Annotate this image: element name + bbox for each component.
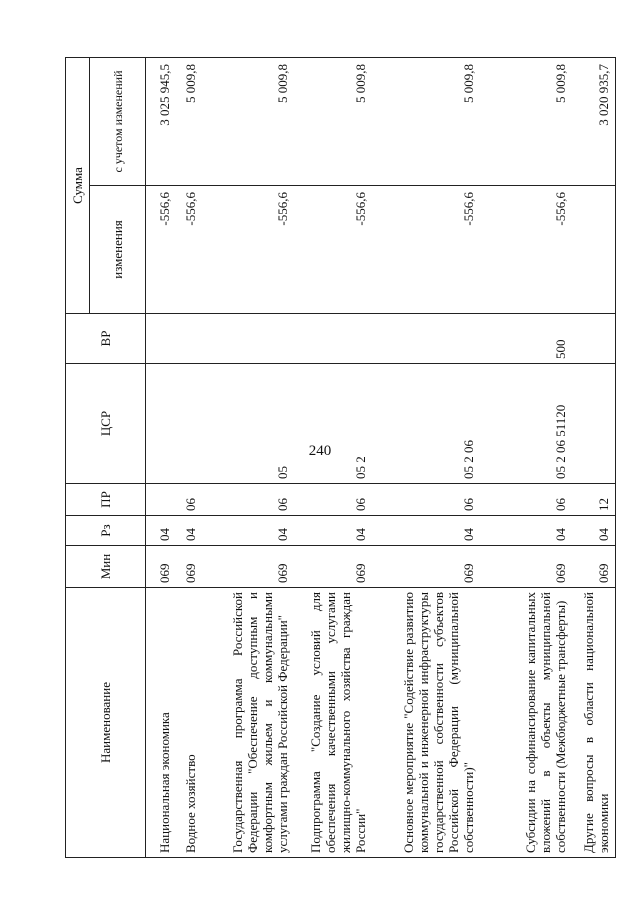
row-name: Субсидии на софинансирование капитальных вложений в объекты муниципальной собственности (Межбюджетные трансферты) (480, 588, 572, 858)
row-rz: 04 (146, 516, 176, 546)
row-vr (372, 314, 480, 364)
header-rz: Рз (66, 516, 146, 546)
row-change: -556,6 (480, 186, 572, 314)
table-row (480, 58, 572, 858)
row-total: 5 009,8 (294, 58, 372, 186)
budget-table-rotated (65, 58, 611, 858)
row-min: 069 (572, 546, 616, 588)
row-pr: 06 (176, 484, 202, 516)
row-vr (572, 314, 616, 364)
row-pr: 06 (372, 484, 480, 516)
row-change: -556,6 (146, 186, 176, 314)
row-change: -556,6 (372, 186, 480, 314)
row-min: 069 (202, 546, 294, 588)
row-name: Другие вопросы в области национальной экономики (572, 588, 616, 858)
header-vr: ВР (66, 314, 146, 364)
table-row (372, 58, 480, 858)
row-rz: 04 (202, 516, 294, 546)
table-row (294, 58, 372, 858)
header-pr: ПР (66, 484, 146, 516)
row-rz: 04 (176, 516, 202, 546)
row-total: 5 009,8 (176, 58, 202, 186)
row-vr (294, 314, 372, 364)
row-csr (572, 364, 616, 484)
header-name: Наименование (66, 588, 146, 858)
row-csr: 05 2 06 51120 (480, 364, 572, 484)
row-change: -556,6 (202, 186, 294, 314)
row-rz: 04 (480, 516, 572, 546)
row-pr: 12 (572, 484, 616, 516)
row-csr (176, 364, 202, 484)
row-vr: 500 (480, 314, 572, 364)
row-total: 5 009,8 (202, 58, 294, 186)
row-min: 069 (372, 546, 480, 588)
row-total: 5 009,8 (480, 58, 572, 186)
header-min: Мин (66, 546, 146, 588)
header-csr: ЦСР (66, 364, 146, 484)
row-rz: 04 (572, 516, 616, 546)
header-with-changes: с учетом изменений (90, 58, 146, 186)
row-name: Основное мероприятие "Содействие развитию коммунальной и инженерной инфраструктуры государственной собственности субъектов Российской Федерации (муниципальной собственности)" (372, 588, 480, 858)
table-row (202, 58, 294, 858)
row-min: 069 (480, 546, 572, 588)
row-pr: 06 (294, 484, 372, 516)
row-total: 5 009,8 (372, 58, 480, 186)
table-row (146, 58, 176, 858)
row-min: 069 (176, 546, 202, 588)
row-vr (176, 314, 202, 364)
row-csr: 05 2 06 (372, 364, 480, 484)
row-csr: 05 (202, 364, 294, 484)
row-min: 069 (146, 546, 176, 588)
header-sum: Сумма (66, 58, 90, 314)
row-vr (146, 314, 176, 364)
row-csr: 05 2 (294, 364, 372, 484)
row-pr: 06 (202, 484, 294, 516)
row-change: -556,6 (294, 186, 372, 314)
row-csr (146, 364, 176, 484)
row-change: -556,6 (176, 186, 202, 314)
header-change: изменения (90, 186, 146, 314)
table-row (572, 58, 616, 858)
row-vr (202, 314, 294, 364)
row-name: Государственная программа Российской Федерации "Обеспечение доступным и комфортным жильем и коммунальными услугами граждан Российской Федерации" (202, 588, 294, 858)
row-pr (146, 484, 176, 516)
row-rz: 04 (372, 516, 480, 546)
row-name: Национальная экономика (146, 588, 176, 858)
row-change (572, 186, 616, 314)
row-min: 069 (294, 546, 372, 588)
row-total: 3 025 945,5 (146, 58, 176, 186)
row-name: Подпрограмма "Создание условий для обеспечения качественными услугами жилищно-коммунального хозяйства граждан России" (294, 588, 372, 858)
table-row (176, 58, 202, 858)
page-number: 240 (308, 443, 332, 459)
row-total: 3 020 935,7 (572, 58, 616, 186)
row-pr: 06 (480, 484, 572, 516)
row-name: Водное хозяйство (176, 588, 202, 858)
budget-table (65, 57, 616, 858)
row-rz: 04 (294, 516, 372, 546)
